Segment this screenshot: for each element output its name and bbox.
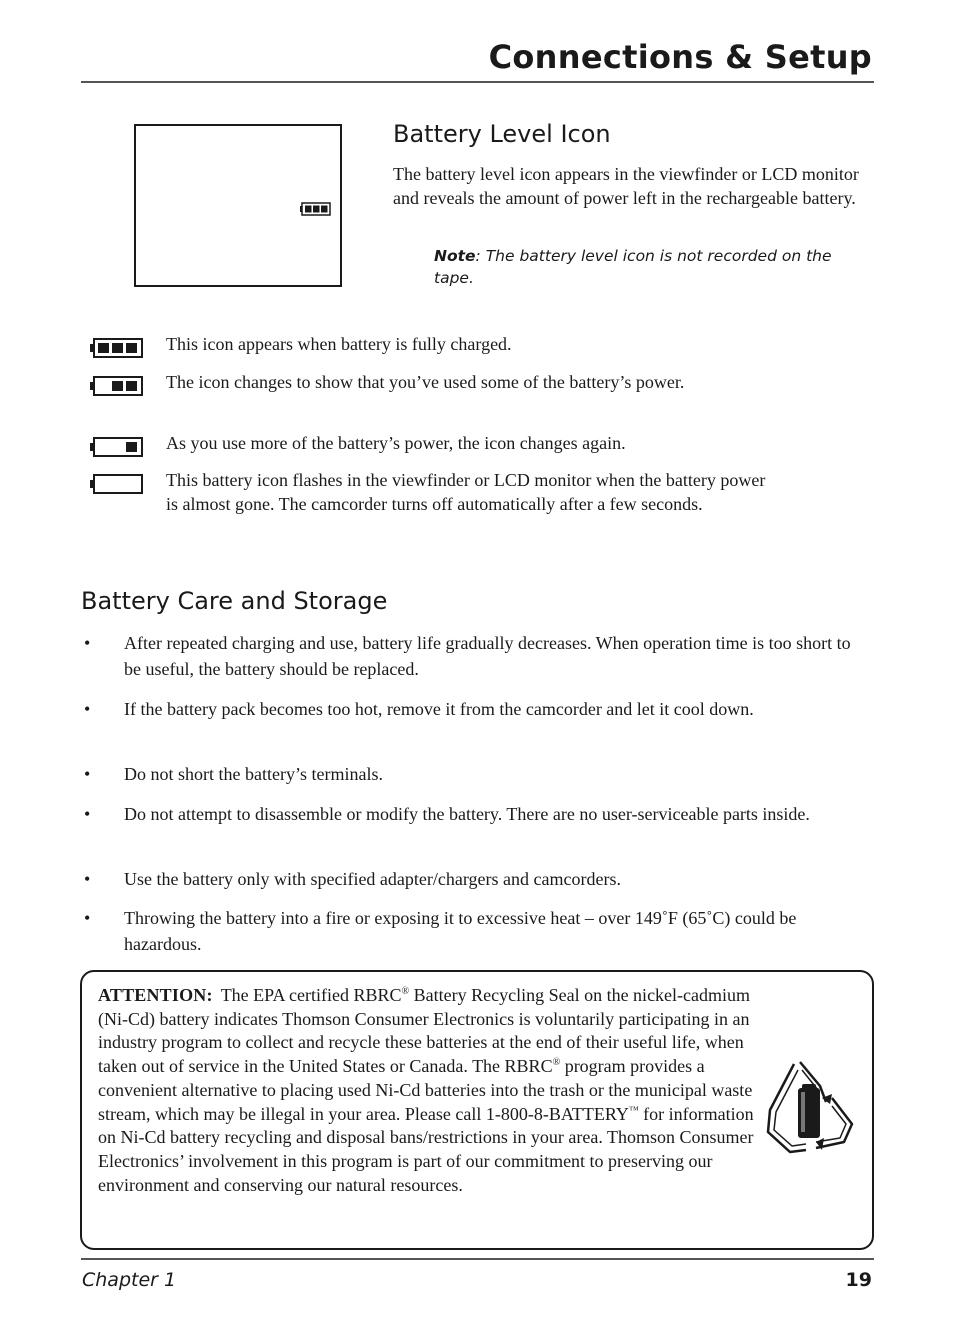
bullet: • (84, 699, 91, 719)
battery-full-icon (90, 337, 144, 359)
attention-part-4: for information on Ni-Cd battery recycling and disposal bans/restrictions in your area. Thomson Consumer Electronics’ involvement in this program is part of our commitment to preserving our environment and conserving our natural resources. (98, 1103, 754, 1195)
list-item-text: Throwing the battery into a fire or exposing it to excessive heat – over 149˚F (65˚C) could be hazardous. (124, 908, 797, 954)
list-item-text: Do not short the battery’s terminals. (124, 764, 383, 784)
recycling-seal-icon (762, 1058, 854, 1158)
note (434, 246, 854, 289)
list-item-text: Use the battery only with specified adapter/chargers and camcorders. (124, 869, 621, 889)
battery-full-icon (300, 202, 332, 216)
battery-one-third-icon (90, 436, 144, 458)
legend-text: This battery icon flashes in the viewfinder or LCD monitor when the battery power is almost gone. The camcorder turns off automatically after a few seconds. (166, 470, 766, 514)
page-number: 19 (845, 1269, 872, 1291)
legend-text: As you use more of the battery’s power, the icon changes again. (166, 433, 626, 453)
header-rule (81, 81, 874, 83)
note-label: Note (434, 247, 476, 265)
note-text: : The battery level icon is not recorded on the tape. (434, 247, 832, 287)
attention-part-3: program provides a convenient alternative to placing used Ni-Cd batteries into the trash or the municipal waste stream, which may be illegal in your area. Please call 1-800-8-BATTERY (98, 1056, 753, 1124)
care-list (84, 630, 874, 954)
section-heading-battery-care: Battery Care and Storage (81, 587, 388, 615)
battery-two-thirds-icon (90, 375, 144, 397)
attention-part-2: Battery Recycling Seal on the nickel-cadmium (Ni-Cd) battery indicates Thomson Consumer Electronics is voluntarily participating in an industry program to collect and recycle these batteries at the end of their useful life, when taken out of service in the United States or Canada. The RBRC (98, 985, 751, 1077)
attention-box (80, 970, 874, 1250)
page-title: Connections & Setup (488, 38, 872, 76)
battery-empty-icon (90, 473, 144, 495)
bullet: • (84, 908, 91, 928)
bullet: • (84, 869, 91, 889)
list-item-text: After repeated charging and use, battery life gradually decreases. When operation time is too short to be useful, the battery should be replaced. (124, 633, 851, 679)
bullet: • (84, 804, 91, 824)
viewfinder-illustration (134, 124, 342, 287)
registered-mark: ® (552, 1057, 561, 1069)
trademark-mark: ™ (628, 1104, 639, 1116)
battery-level-paragraph: The battery level icon appears in the viewfinder or LCD monitor and reveals the amount of power left in the rechargeable battery. (393, 164, 859, 208)
registered-mark: ® (401, 986, 410, 997)
footer-chapter: Chapter 1 (82, 1269, 177, 1291)
attention-part-1: The EPA certified RBRC (220, 985, 402, 1005)
bullet: • (84, 764, 91, 784)
footer-rule (81, 1258, 874, 1260)
section-heading-battery-level: Battery Level Icon (393, 120, 611, 148)
attention-text (98, 984, 770, 1197)
list-item-text: Do not attempt to disassemble or modify the battery. There are no user-serviceable parts inside. (124, 804, 810, 824)
attention-label: ATTENTION: (98, 985, 213, 1005)
bullet: • (84, 633, 91, 653)
legend-text: The icon changes to show that you’ve used some of the battery’s power. (166, 372, 685, 392)
legend-text: This icon appears when battery is fully charged. (166, 334, 512, 354)
list-item-text: If the battery pack becomes too hot, remove it from the camcorder and let it cool down. (124, 699, 754, 719)
